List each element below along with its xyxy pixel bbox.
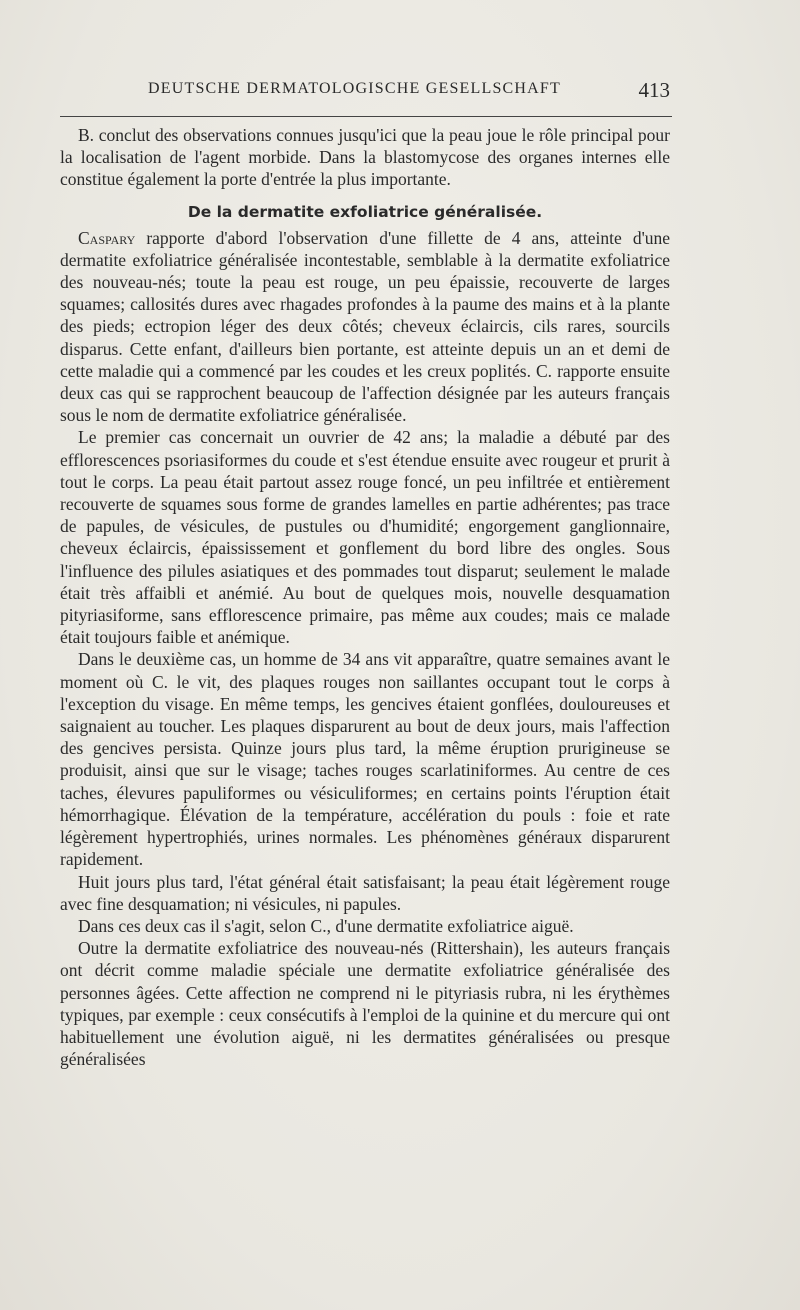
page-number: 413 <box>638 78 670 102</box>
paragraph-6: Outre la dermatite exfoliatrice des nouveau-nés (Rittershain), les auteurs français ont décrit comme maladie spéciale une dermatite exfoliatrice généralisée des personnes âgées. Cette affection ne comprend ni le pityriasis rubra, ni les érythèmes typiques, par exemple : ceux consécutifs à l'emploi de la quinine et du mercure qui ont habituellement une évolution aiguë, ni les dermatites généralisées ou presque généralisées <box>60 938 670 1070</box>
paragraph-3: Dans le deuxième cas, un homme de 34 ans vit apparaître, quatre semaines avant le moment où C. le vit, des plaques rouges non saillantes occupant tout le corps à l'exception du visage. En même temps, les gencives étaient gonflées, douloureuses et saignaient au toucher. Les plaques disparurent au bout de deux jours, mais l'affection des gencives persista. Quinze jours plus tard, la même éruption prurigineuse se produisit, ainsi que sur le visage; taches rouges scarlatiniformes. Au centre de ces taches, élevures papuliformes ou vésiculiformes; en certains points l'éruption était hémorrhagique. Élévation de la température, accélération du pouls : foie et rate légèrement hypertrophiés, urines normales. Les phénomènes généraux disparurent rapidement. <box>60 649 670 870</box>
intro-paragraph: B. conclut des observations connues jusqu'ici que la peau joue le rôle principal pour la localisation de l'agent morbide. Dans la blastomycose des organes internes elle constitue également la porte d'entrée la plus importante. <box>60 125 670 190</box>
section-heading: De la dermatite exfoliatrice généralisée. <box>187 202 543 221</box>
running-header <box>60 78 672 104</box>
body-text <box>60 124 670 1070</box>
paragraph-2: Le premier cas concernait un ouvrier de 42 ans; la maladie a débuté par des efflorescences psoriasiformes du coude et s'est étendue ensuite avec rougeur et prurit à tout le corps. La peau était partout assez rouge foncé, un peu infiltrée et entièrement recouverte de squames sous forme de grandes lamelles en partie adhérentes; pas trace de papules, de vésicules, de pustules ou d'humidité; engorgement ganglionnaire, cheveux éclaircis, épaississement et gonflement du bord libre des ongles. Sous l'influence des pilules asiatiques et des pommades tout disparut; seulement le malade était très affaibli et anémié. Au bout de quelques mois, nouvelle desquamation pityriasiforme, sans efflorescence primaire, pas même aux coudes; mais ce malade était toujours faible et anémique. <box>60 427 670 648</box>
author-name: Caspary <box>78 227 136 248</box>
paragraph-1 <box>60 227 670 427</box>
paragraph-4: Huit jours plus tard, l'état général était satisfaisant; la peau était légèrement rouge avec fine desquamation; ni vésicules, ni papules. <box>60 871 670 914</box>
running-title: DEUTSCHE DERMATOLOGISCHE GESELLSCHAFT <box>148 80 562 97</box>
paragraph-5: Dans ces deux cas il s'agit, selon C., d'une dermatite exfoliatrice aiguë. <box>78 915 574 936</box>
header-rule <box>60 116 672 117</box>
paragraph-1-text: rapporte d'abord l'observation d'une fillette de 4 ans, atteinte d'une dermatite exfoliatrice généralisée incontestable, semblable à la dermatite exfoliatrice des nouveau-nés; toute la peau est rouge, un peu épaissie, recouverte de larges squames; callosités dures avec rhagades profondes à la paume des mains et à la plante des pieds; ectropion léger des deux côtés; cheveux éclaircis, cils rares, sourcils disparus. Cette enfant, d'ailleurs bien portante, est atteinte depuis un an et demi de cette maladie qui a commencé par les coudes et les creux poplités. C. rapporte ensuite deux cas qui se rapprochent beaucoup de l'affection désignée par les auteurs français sous le nom de dermatite exfoliatrice généralisée. <box>60 227 670 426</box>
